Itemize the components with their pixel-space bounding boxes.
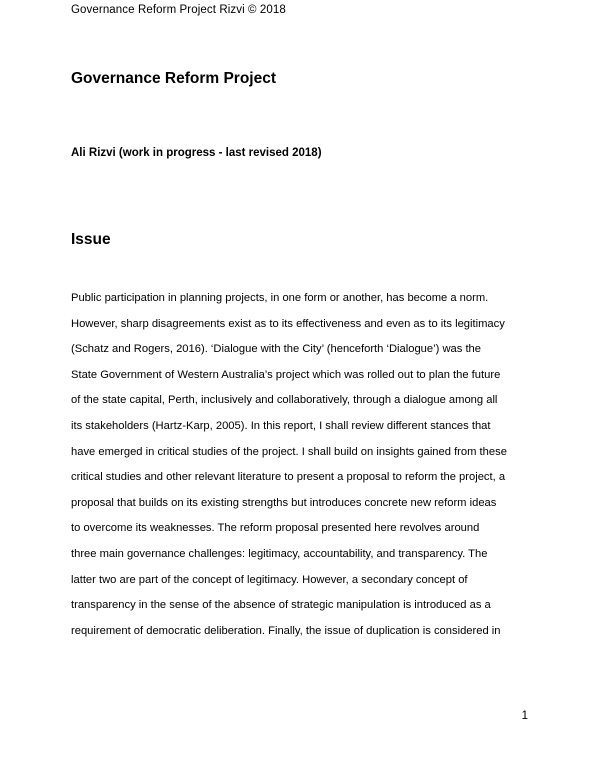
paragraph-line: latter two are part of the concept of legitimacy. However, a secondary concept of	[71, 573, 468, 586]
paragraph-line: (Schatz and Rogers, 2016). ‘Dialogue with the City’ (henceforth ‘Dialogue’) was the	[71, 343, 482, 356]
paragraph-line: its stakeholders (Hartz-Karp, 2005). In this report, I shall review different stances that	[71, 419, 491, 432]
paragraph-line: critical studies and other relevant literature to present a proposal to reform the project, a	[71, 471, 506, 484]
paragraph-line: have emerged in critical studies of the project. I shall build on insights gained from these	[71, 445, 507, 458]
paragraph-line: of the state capital, Perth, inclusively and collaboratively, through a dialogue among all	[71, 394, 498, 407]
running-header: Governance Reform Project Rizvi © 2018	[71, 4, 286, 16]
paragraph-line: Public participation in planning projects, in one form or another, has become a norm.	[71, 292, 489, 304]
paragraph-line: transparency in the sense of the absence of strategic manipulation is introduced as a	[71, 599, 491, 612]
paragraph-line: proposal that builds on its existing strengths but introduces concrete new reform ideas	[71, 496, 497, 509]
author-byline: Ali Rizvi (work in progress - last revised 2018)	[71, 147, 322, 159]
page-number: 1	[521, 710, 528, 722]
paragraph-line: requirement of democratic deliberation. Finally, the issue of duplication is considered in	[71, 624, 501, 637]
document-title: Governance Reform Project	[71, 70, 277, 87]
paragraph-line: However, sharp disagreements exist as to its effectiveness and even as to its legitimacy	[71, 317, 505, 330]
section-heading-issue: Issue	[71, 231, 111, 248]
paragraph-line: State Government of Western Australia’s project which was rolled out to plan the future	[71, 368, 501, 381]
body-paragraph	[71, 288, 541, 646]
paragraph-line: to overcome its weaknesses. The reform proposal presented here revolves around	[71, 522, 480, 535]
paragraph-line: three main governance challenges: legitimacy, accountability, and transparency. The	[71, 547, 488, 560]
